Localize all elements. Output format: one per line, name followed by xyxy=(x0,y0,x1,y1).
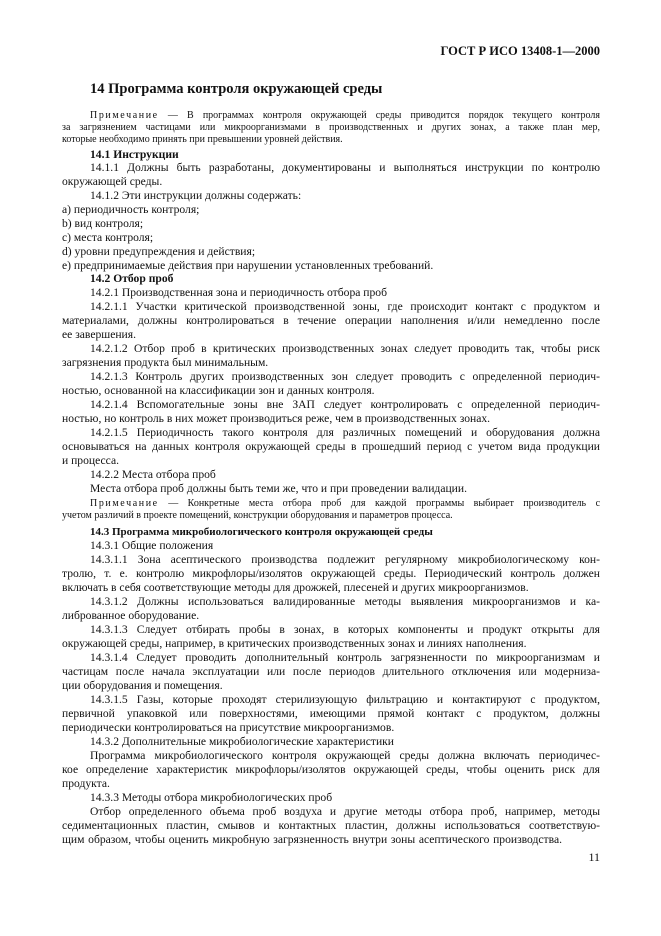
paragraph-line: ее завершения. xyxy=(62,328,136,341)
paragraph-line: продукта. xyxy=(62,777,110,790)
paragraph-line: Отбор определенного объема проб воздуха и другие методы отбора проб, например, методы xyxy=(90,805,600,818)
paragraph-line: тролю, т. е. контролю микрофлоры/изолятов окружающей среды. Периодический контроль должен xyxy=(62,567,600,580)
paragraph-line: 14.2.1.5 Периодичность такого контроля для различных помещений и оборудования должна xyxy=(90,426,600,439)
paragraph-line: Программа микробиологического контроля окружающей среды должна включать периодичес- xyxy=(90,749,600,762)
paragraph-line: 14.2.1 Производственная зона и периодичность отбора проб xyxy=(90,286,387,299)
paragraph-line: 14.3.1.4 Следует проводить дополнительный контроль загрязненности по микроорганизмам и xyxy=(90,651,600,664)
paragraph-line: 14.3.3 Методы отбора микробиологических проб xyxy=(90,791,333,804)
subsection-heading: 14.1 Инструкции xyxy=(90,148,179,161)
page-number: 11 xyxy=(588,850,600,864)
paragraph-line: окружающей среды. xyxy=(62,175,163,188)
paragraph-line: загрязнения продукта был минимальным. xyxy=(62,356,269,369)
paragraph-line: 14.2.1.3 Контроль других производственных зон следует проводить с определенной периодич- xyxy=(90,370,600,383)
note-label: Примечание xyxy=(90,498,159,509)
paragraph-line: частицам после начала эксплуатации или после периодов длительного отключения или модерниза- xyxy=(62,665,600,678)
paragraph-line: Места отбора проб должны быть теми же, что и при проведении валидации. xyxy=(90,482,467,495)
paragraph-line: материалами, должны контролироваться в течение операции наполнения и/или немедленно после xyxy=(62,314,600,327)
paragraph-line: 14.1.1 Должны быть разработаны, документированы и выполняться инструкции по контролю xyxy=(90,161,600,174)
paragraph-line: 14.2.2 Места отбора проб xyxy=(90,468,216,481)
paragraph-line: 14.3.2 Дополнительные микробиологические характеристики xyxy=(90,735,394,748)
paragraph-line: 14.1.2 Эти инструкции должны содержать: xyxy=(90,189,302,202)
note-line: за загрязнением частицами или микроорганизмами в производственных и других зонах, а также план мер, xyxy=(62,122,600,133)
document-header: ГОСТ Р ИСО 13408-1—2000 xyxy=(440,44,600,58)
paragraph-line: 14.3.1 Общие положения xyxy=(90,539,214,552)
paragraph-line: 14.2.1.1 Участки критической производственной зоны, где происходит контакт с продуктом и xyxy=(90,300,600,313)
subsection-heading: 14.2 Отбор проб xyxy=(90,272,174,285)
paragraph-line: основываться на данных контроля окружающей среды в прошедший период с учетом вида продукции xyxy=(62,440,600,453)
paragraph-line: либрованное оборудование. xyxy=(62,609,200,622)
note-label: Примечание xyxy=(90,110,159,121)
list-item: c) места контроля; xyxy=(62,231,154,244)
paragraph-line: 14.2.1.4 Вспомогательные зоны вне ЗАП следует контролировать с определенной периодич- xyxy=(90,398,600,411)
paragraph-line: и процесса. xyxy=(62,454,120,467)
paragraph-line: щим образом, чтобы оценить микробную загрязненность внутри зоны асептического производства. xyxy=(62,833,562,846)
paragraph-line: 14.3.1.5 Газы, которые проходят стерилизующую фильтрацию и контактируют с продуктом, xyxy=(90,693,600,706)
paragraph-line: 14.3.1.1 Зона асептического производства подлежит регулярному микробиологическому кон- xyxy=(90,553,600,566)
note-line: учетом различий в проекте помещений, конструкции оборудования и параметров процесса. xyxy=(62,510,453,521)
paragraph-line: включать в себя соответствующие методы для дрожжей, плесеней и других микроорганизмов. xyxy=(62,581,529,594)
paragraph-line: 14.2.1.2 Отбор проб в критических производственных зонах следует проводить так, чтобы риск xyxy=(90,342,600,355)
paragraph-line: периодически контролироваться на присутствие микроорганизмов. xyxy=(62,721,395,734)
note-line: Примечание — В программах контроля окружающей среды приводится порядок текущего контроля xyxy=(90,110,600,121)
subsection-heading: 14.3 Программа микробиологического контроля окружающей среды xyxy=(90,526,433,538)
list-item: a) периодичность контроля; xyxy=(62,203,200,216)
paragraph-line: окружающей среды, например, в критических производственных зонах и линиях наполнения. xyxy=(62,637,527,650)
paragraph-line: ностью, но контроль в них может производиться реже, чем в производственных зонах. xyxy=(62,412,491,425)
list-item: e) предпринимаемые действия при нарушении установленных требований. xyxy=(62,259,434,272)
paragraph-line: ностью, основанной на классификации зон и данных контроля. xyxy=(62,384,375,397)
list-item: b) вид контроля; xyxy=(62,217,144,230)
paragraph-line: кое определение характеристик микрофлоры/изолятов окружающей среды, чтобы оценить риск для xyxy=(62,763,600,776)
paragraph-line: ции оборудования и помещения. xyxy=(62,679,223,692)
paragraph-line: 14.3.1.3 Следует отбирать пробы в зонах, в которых компоненты и продукт открыты для xyxy=(90,623,600,636)
section-title: 14 Программа контроля окружающей среды xyxy=(90,81,383,97)
list-item: d) уровни предупреждения и действия; xyxy=(62,245,256,258)
note-line: Примечание — Конкретные места отбора проб для каждой программы выбирает производитель с xyxy=(90,498,600,509)
paragraph-line: 14.3.1.2 Должны использоваться валидированные методы выявления микроорганизмов и ка- xyxy=(90,595,600,608)
note-line: которые необходимо принять при превышении уровней действия. xyxy=(62,134,343,145)
paragraph-line: седиментационных пластин, смывов и контактных пластин, должны использоваться соответствую- xyxy=(62,819,600,832)
paragraph-line: первичной упаковкой или поверхностями, имеющими прямой контакт с продуктом, должны xyxy=(62,707,600,720)
